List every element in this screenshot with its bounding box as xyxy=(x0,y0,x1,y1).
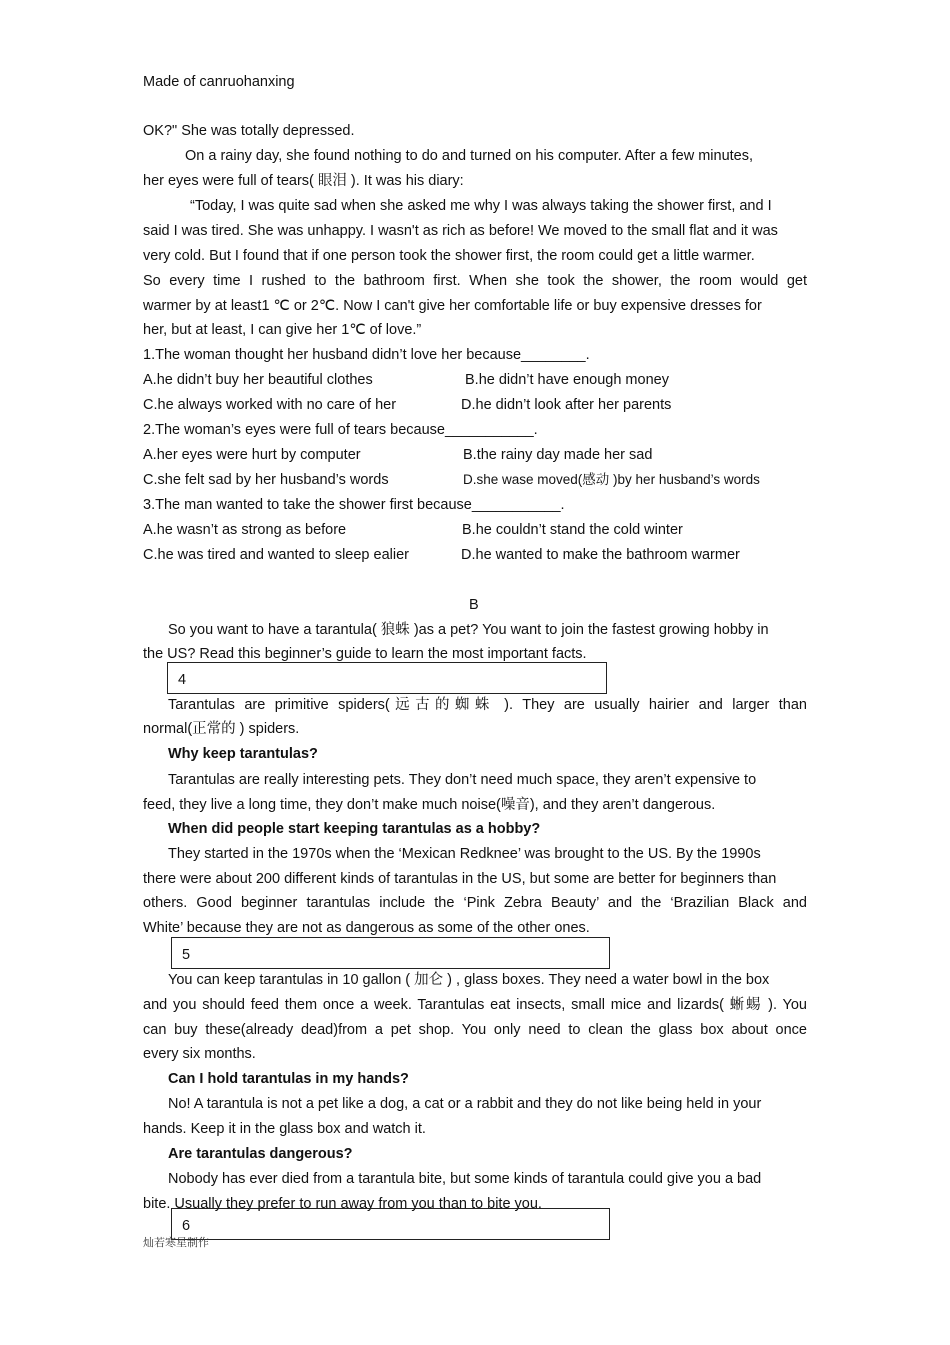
paragraph-line: every six months. xyxy=(143,1046,256,1062)
page-footer: 灿若寒星制作 xyxy=(143,1236,209,1249)
answer-box-number: 4 xyxy=(178,672,187,688)
option-c: C.he was tired and wanted to sleep ealier xyxy=(143,547,409,563)
paragraph-line: You can keep tarantulas in 10 gallon ( 加仑 ) , glass boxes. They need a water bowl in the box xyxy=(168,972,770,988)
option-d: D.he didn’t look after her parents xyxy=(461,397,672,413)
section-heading: Why keep tarantulas? xyxy=(168,746,318,762)
option-a: A.her eyes were hurt by computer xyxy=(143,447,361,463)
paragraph-line: can buy these(already dead)from a pet shop. You only need to clean the glass box about once xyxy=(143,1022,807,1038)
story-line: warmer by at least1 ℃ or 2℃. Now I can't give her comfortable life or buy expensive dresses for xyxy=(143,298,762,314)
story-line: her, but at least, I can give her 1℃ of love.” xyxy=(143,322,422,338)
paragraph-line: and you should feed them once a week. Tarantulas eat insects, small mice and lizards( 蜥蜴 ). You xyxy=(143,997,807,1013)
paragraph-line: Tarantulas are really interesting pets. They don’t need much space, they aren’t expensive to xyxy=(168,772,757,788)
story-line: “Today, I was quite sad when she asked me why I was always taking the shower first, and I xyxy=(190,198,772,214)
option-a: A.he wasn’t as strong as before xyxy=(143,522,347,538)
story-line: On a rainy day, she found nothing to do and turned on his computer. After a few minutes, xyxy=(185,148,753,164)
intro-line: the US? Read this beginner’s guide to learn the most important facts. xyxy=(143,646,587,662)
question-stem: 1.The woman thought her husband didn’t love her because________. xyxy=(143,347,590,363)
answer-box-5[interactable] xyxy=(171,937,610,969)
paragraph-line: Nobody has ever died from a tarantula bite, but some kinds of tarantula could give you a bad xyxy=(168,1171,762,1187)
paragraph-line: others. Good beginner tarantulas include the ‘Pink Zebra Beauty’ and the ‘Brazilian Black and xyxy=(143,895,807,911)
option-c: C.she felt sad by her husband’s words xyxy=(143,472,389,488)
section-heading: When did people start keeping tarantulas as a hobby? xyxy=(168,821,541,837)
paragraph-line: bite. Usually they prefer to run away from you than to bite you. xyxy=(143,1196,542,1212)
option-b: B.he didn’t have enough money xyxy=(465,372,669,388)
story-line: very cold. But I found that if one person took the shower first, the room could get a little warmer. xyxy=(143,248,755,264)
question-stem: 2.The woman’s eyes were full of tears because___________. xyxy=(143,422,538,438)
section-letter: B xyxy=(469,597,479,613)
paragraph-line: hands. Keep it in the glass box and watch it. xyxy=(143,1121,426,1137)
story-line: So every time I rushed to the bathroom first. When she took the shower, the room would get xyxy=(143,273,807,289)
option-b: B.he couldn’t stand the cold winter xyxy=(462,522,683,538)
option-d: D.he wanted to make the bathroom warmer xyxy=(461,547,740,563)
question-stem: 3.The man wanted to take the shower first because___________. xyxy=(143,497,565,513)
option-a: A.he didn’t buy her beautiful clothes xyxy=(143,372,373,388)
page-header: Made of canruohanxing xyxy=(143,74,295,90)
story-line: OK?" She was totally depressed. xyxy=(143,123,355,139)
option-b: B.the rainy day made her sad xyxy=(463,447,653,463)
paragraph-line: They started in the 1970s when the ‘Mexican Redknee’ was brought to the US. By the 1990s xyxy=(168,846,761,862)
option-c: C.he always worked with no care of her xyxy=(143,397,397,413)
answer-box-4[interactable] xyxy=(167,662,607,694)
paragraph-line: White’ because they are not as dangerous as some of the other ones. xyxy=(143,920,590,936)
paragraph-line: Tarantulas are primitive spiders(远古的蜘蛛 ). They are usually hairier and larger than xyxy=(168,697,807,713)
story-line: said I was tired. She was unhappy. I wasn't as rich as before! We moved to the small flat and it was xyxy=(143,223,778,239)
option-d: D.she wase moved(感动 )by her husband’s words xyxy=(463,472,760,487)
paragraph-line: No! A tarantula is not a pet like a dog, a cat or a rabbit and they do not like being held in your xyxy=(168,1096,762,1112)
answer-box-number: 6 xyxy=(182,1218,191,1234)
section-heading: Can I hold tarantulas in my hands? xyxy=(168,1071,409,1087)
paragraph-line: normal(正常的 ) spiders. xyxy=(143,721,300,737)
section-heading: Are tarantulas dangerous? xyxy=(168,1146,353,1162)
answer-box-number: 5 xyxy=(182,947,191,963)
intro-line: So you want to have a tarantula( 狼蛛 )as a pet? You want to join the fastest growing hobby in xyxy=(168,622,769,638)
answer-box-6[interactable] xyxy=(171,1208,610,1240)
paragraph-line: feed, they live a long time, they don’t make much noise(噪音), and they aren’t dangerous. xyxy=(143,797,716,813)
story-line: her eyes were full of tears( 眼泪 ). It was his diary: xyxy=(143,173,464,189)
paragraph-line: there were about 200 different kinds of tarantulas in the US, but some are better for beginners than xyxy=(143,871,777,887)
